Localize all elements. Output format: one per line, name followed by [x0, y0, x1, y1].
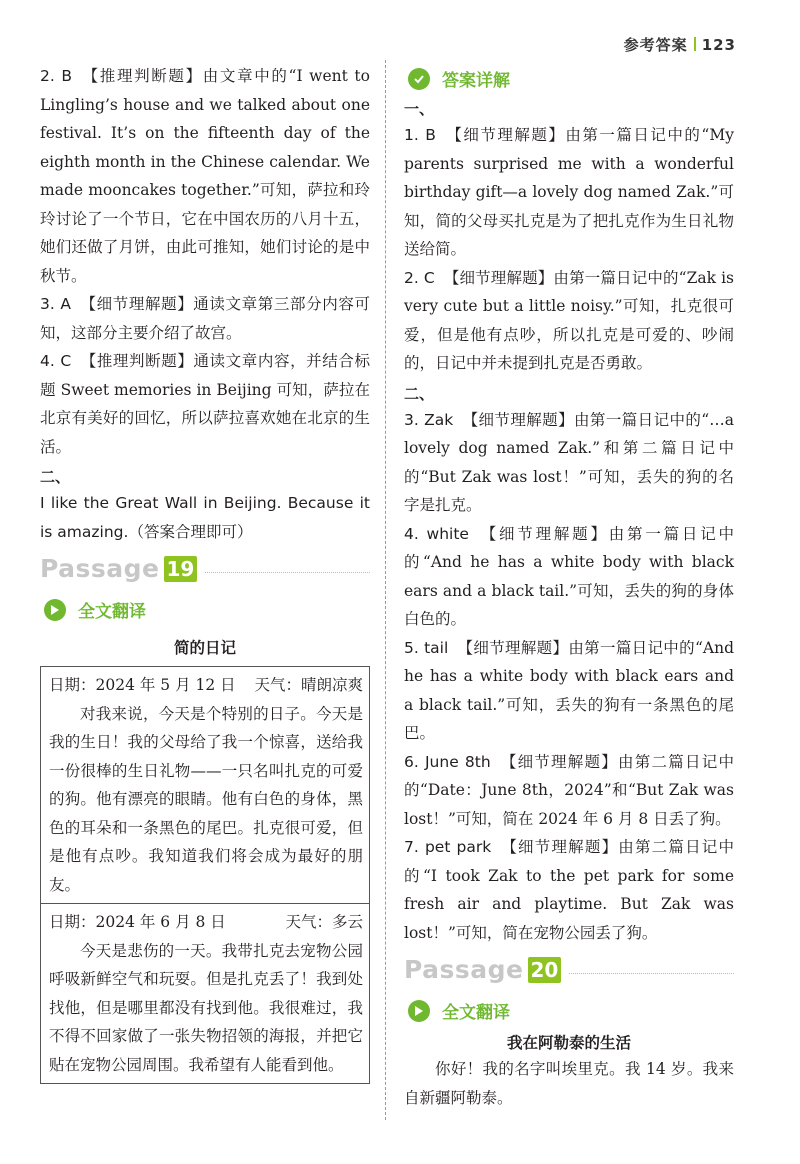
- answer-item-2: 2. C 【细节理解题】由第一篇日记中的“Zak is very cute but a little noisy.”可知，扎克很可爱，但是他有点吵，所以扎克是可爱的、吵闹的，日记中并未提到扎克是否勇敢。: [404, 268, 734, 372]
- article-title: 我在阿勒泰的生活: [506, 1034, 631, 1052]
- answer-item-4: 4. C 【推理判断题】通读文章内容，并结合标题 Sweet memories in Beijing 可知，萨拉在北京有美好的回忆，所以萨拉喜欢她在北京的生活。: [40, 352, 370, 456]
- translation-title: 全文翻译: [44, 597, 370, 622]
- answer-item-6: 6. June 8th 【细节理解题】由第二篇日记中的“Date：June 8th，2024”和“But Zak was lost！”可知，简在 2024 年 6 月 8 日丢了狗。: [404, 752, 734, 828]
- passage-number-badge: 19: [164, 556, 198, 582]
- column-divider: [385, 60, 386, 1120]
- translation-title: 全文翻译: [408, 998, 734, 1023]
- entry-date: 日期：2024 年 6 月 8 日: [49, 913, 226, 931]
- diary-entry: [41, 903, 369, 1083]
- entry-text: 对我来说，今天是个特别的日子。今天是我的生日！我的父母给了我一个惊喜，送给我一份很棒的生日礼物——一只名叫扎克的可爱的狗。他有漂亮的眼睛。他有白色的身体，黑色的耳朵和一条黑色的尾巴。扎克很可爱，但是他有点吵。我知道我们将会成为最好的朋友。: [49, 704, 363, 894]
- right-column: [404, 62, 734, 1112]
- diary-box: [40, 666, 370, 1084]
- entry-date: 日期：2024 年 5 月 12 日: [49, 676, 236, 694]
- passage-20-heading: Passage 20: [404, 955, 734, 984]
- left-column: [40, 62, 370, 1084]
- play-icon: [408, 1000, 430, 1022]
- details-title: 答案详解: [408, 66, 734, 91]
- answer-item-3: 3. A 【细节理解题】通读文章第三部分内容可知，这部分主要介绍了故宫。: [40, 295, 370, 342]
- answer-item-2: 2. B 【推理判断题】由文章中的“I went to Lingling’s house and we talked about one festival. It’s on the fifteenth day of the eighth month in the Chinese calendar. We made mooncakes together.”可知，萨拉和玲玲讨论了一个节日，它在中国农历的八月十五，她们还做了月饼，由此可推知，她们讨论的是中秋节。: [40, 67, 370, 285]
- dotted-rule: [569, 973, 734, 974]
- section-two-heading: 二、: [404, 384, 435, 403]
- answer-item-4: 4. white 【细节理解题】由第一篇日记中的“And he has a white body with black ears and a black tail.”可知，丢失的狗的身体白色的。: [404, 524, 734, 628]
- dotted-rule: [205, 572, 370, 573]
- section-two-answer: I like the Great Wall in Beijing. Because it is amazing.（答案合理即可）: [40, 494, 370, 541]
- passage-number-badge: 20: [528, 957, 562, 983]
- header-label: 参考答案: [623, 36, 688, 54]
- page-number: 123: [701, 36, 736, 54]
- entry-text: 今天是悲伤的一天。我带扎克去宠物公园呼吸新鲜空气和玩耍。但是扎克丢了！我到处找他，但是哪里都没有找到他。我很难过，我不得不回家做了一张失物招领的海报，并把它贴在宠物公园周围。我希望有人能看到他。: [49, 941, 363, 1074]
- answer-item-1: 1. B 【细节理解题】由第一篇日记中的“My parents surprised me with a wonderful birthday gift—a lovely dog named Zak.”可知，简的父母买扎克是为了把扎克作为生日礼物送给简。: [404, 126, 734, 258]
- header-divider: [694, 37, 696, 51]
- answer-item-3: 3. Zak 【细节理解题】由第一篇日记中的“…a lovely dog named Zak.”和第二篇日记中的“But Zak was lost！”可知，丢失的狗的名字是扎克。: [404, 410, 734, 514]
- entry-weather: 天气：晴朗凉爽: [254, 676, 363, 694]
- page-header: [624, 34, 736, 55]
- play-icon: [44, 599, 66, 621]
- section-one-heading: 一、: [404, 100, 435, 118]
- answer-item-7: 7. pet park 【细节理解题】由第二篇日记中的“I took Zak to the pet park for some fresh air and playtime. But Zak was lost！”可知，简在宠物公园丢了狗。: [404, 838, 734, 942]
- article-text: 你好！我的名字叫埃里克。我 14 岁。我来自新疆阿勒泰。: [404, 1060, 734, 1107]
- check-icon: [408, 68, 430, 90]
- diary-entry: [41, 667, 369, 903]
- passage-19-heading: Passage 19: [40, 554, 370, 583]
- diary-title: 简的日记: [173, 639, 236, 657]
- entry-weather: 天气：多云: [285, 913, 363, 931]
- answer-item-5: 5. tail 【细节理解题】由第一篇日记中的“And he has a white body with black ears and a black tail.”可知，丢失的狗有一条黑色的尾巴。: [404, 638, 734, 742]
- section-two-heading: 二、: [40, 468, 71, 486]
